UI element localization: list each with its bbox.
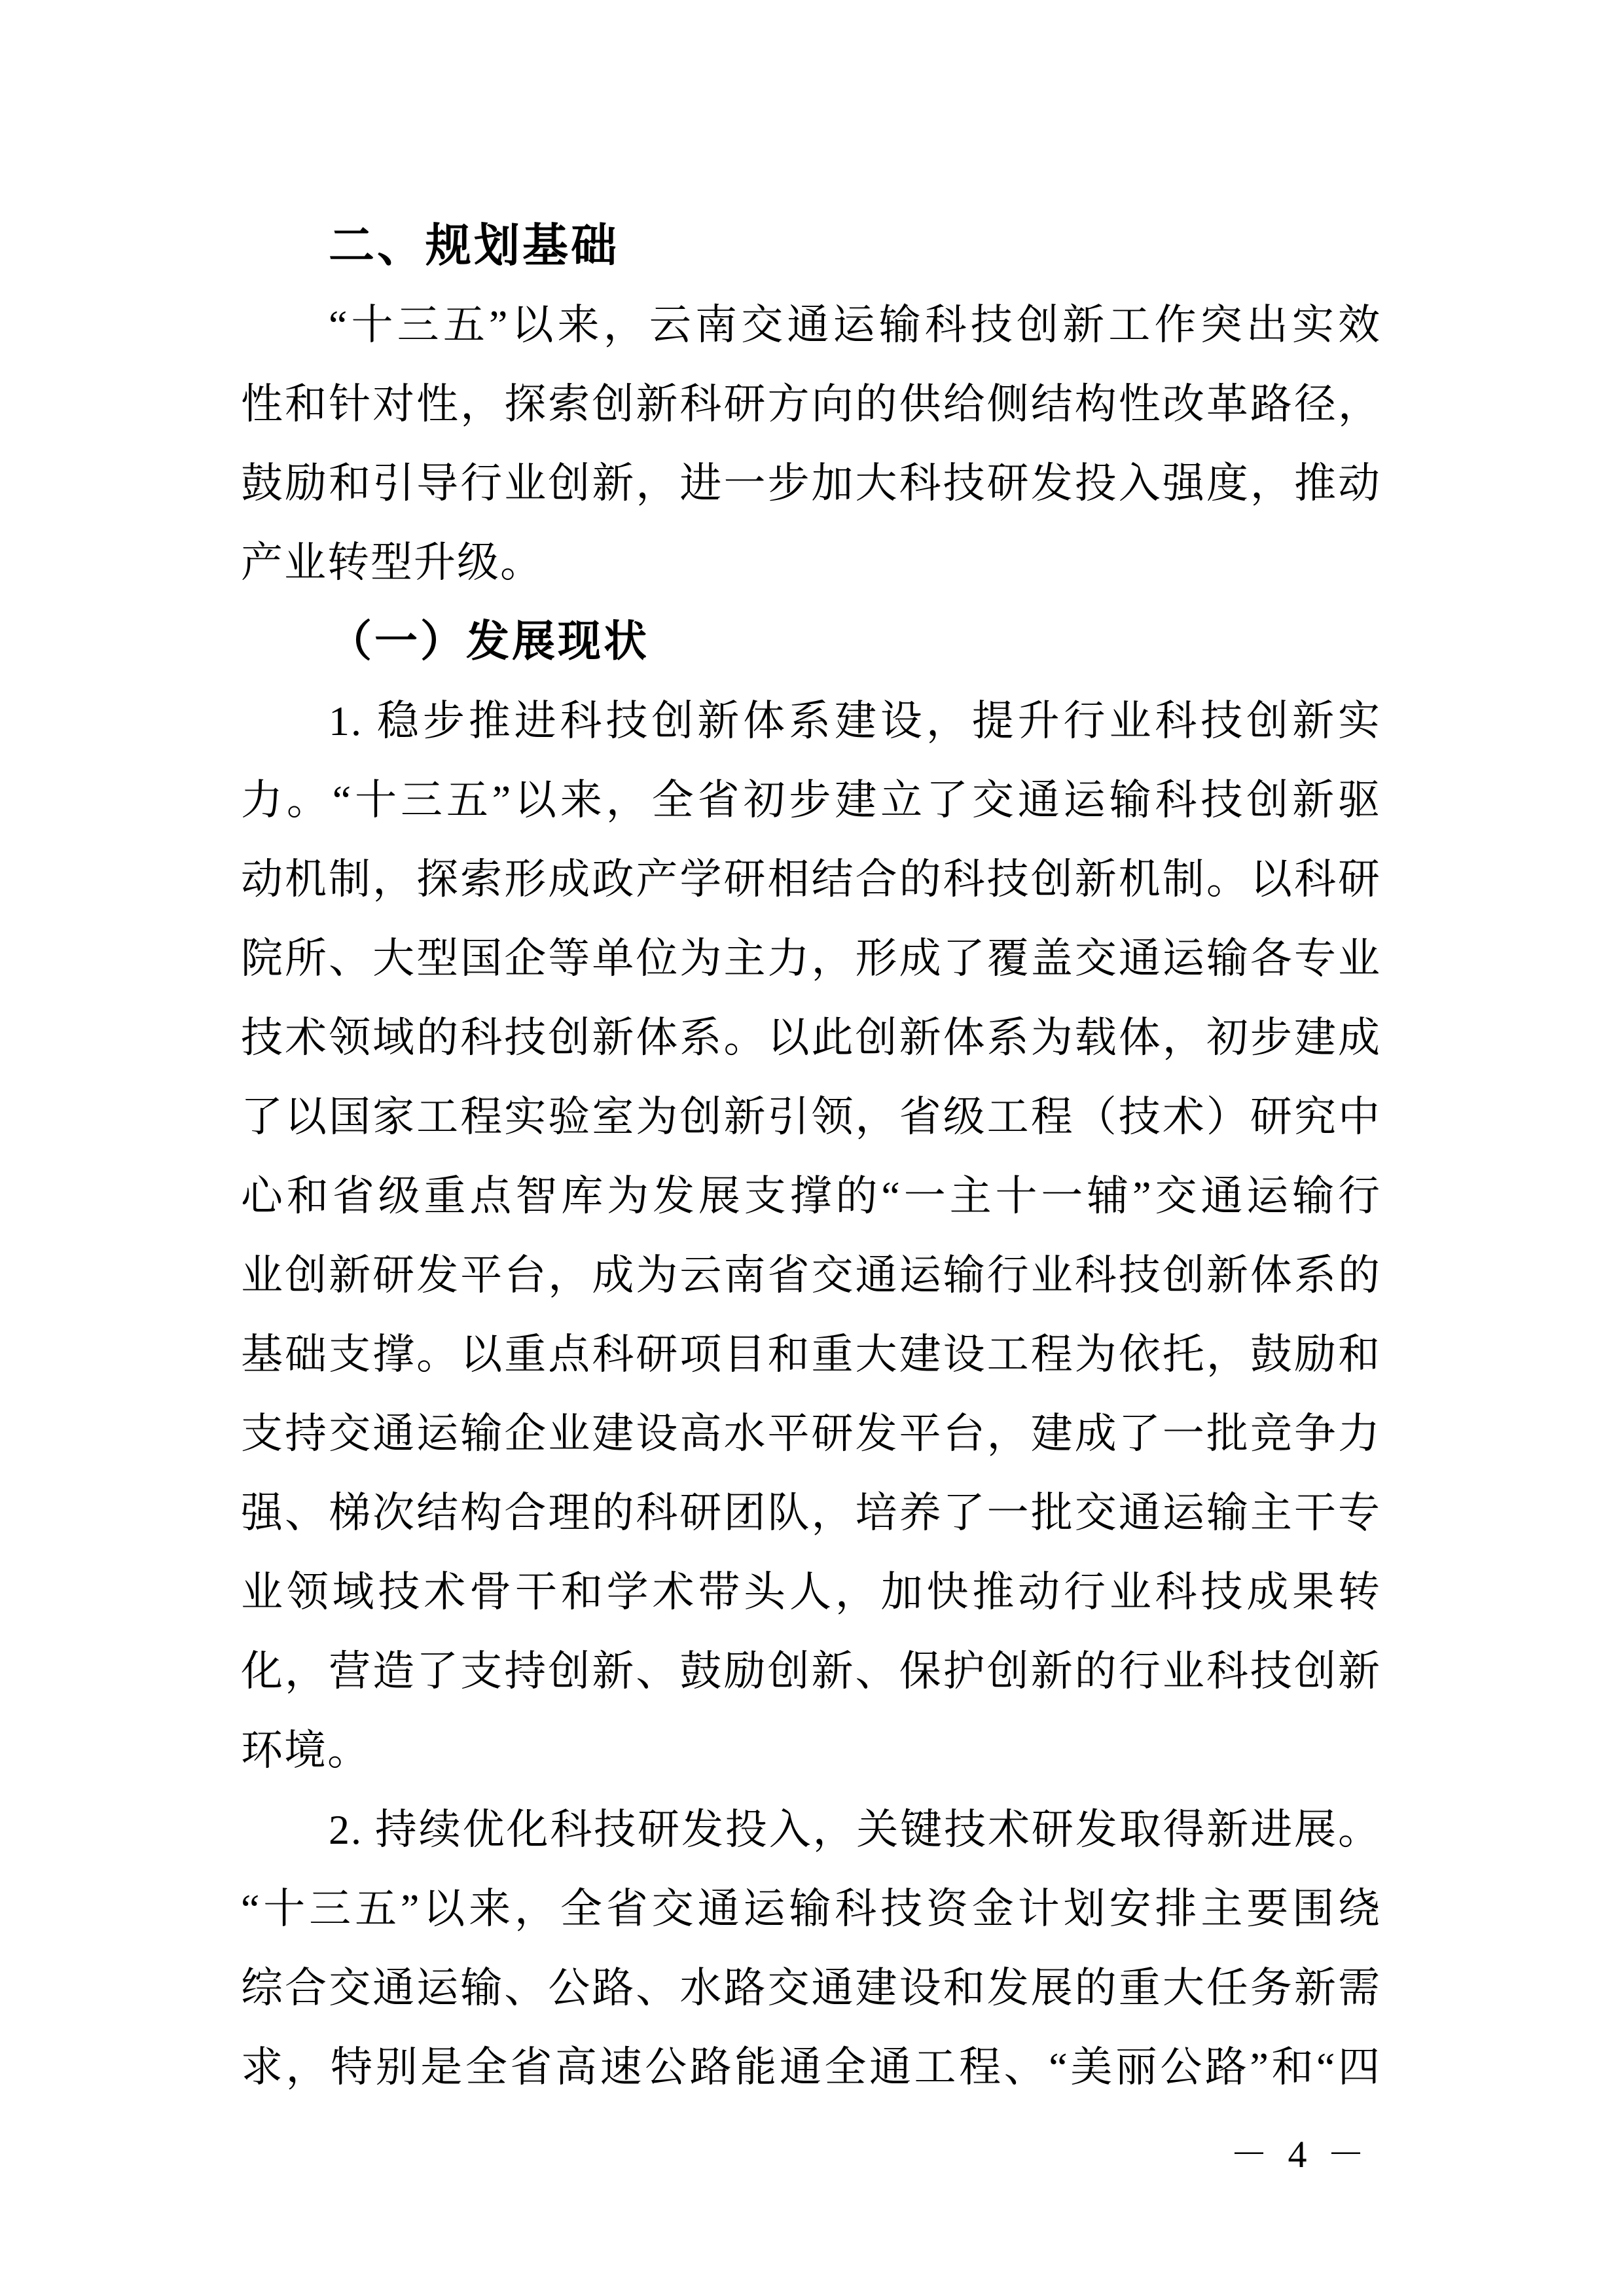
- content-column: [241, 206, 1381, 2107]
- body-line: 性和针对性，探索创新科研方向的供给侧结构性改革路径，: [241, 381, 1381, 427]
- body-line: 技术领域的科技创新体系。以此创新体系为载体，初步建成: [241, 1014, 1381, 1061]
- subsection-heading: （一）发展现状: [329, 618, 649, 666]
- section-heading: 二、规划基础: [329, 219, 619, 272]
- body-line: 动机制，探索形成政产学研相结合的科技创新机制。以科研: [241, 856, 1381, 903]
- body-line: 化，营造了支持创新、鼓励创新、保护创新的行业科技创新: [241, 1648, 1381, 1695]
- body-line: 业领域技术骨干和学术带头人，加快推动行业科技成果转: [241, 1569, 1381, 1615]
- body-line: “十三五”以来，云南交通运输科技创新工作突出实效: [329, 302, 1381, 348]
- body-line: 环境。: [241, 1727, 370, 1774]
- body-line: 心和省级重点智库为发展支撑的“一主十一辅”交通运输行: [241, 1173, 1381, 1219]
- body-line: 院所、大型国企等单位为主力，形成了覆盖交通运输各专业: [241, 935, 1381, 982]
- body-line: 业创新研发平台，成为云南省交通运输行业科技创新体系的: [241, 1252, 1381, 1299]
- body-line: 支持交通运输企业建设高水平研发平台，建成了一批竞争力: [241, 1410, 1381, 1457]
- body-line: 基础支撑。以重点科研项目和重大建设工程为依托，鼓励和: [241, 1331, 1381, 1378]
- body-line: 2. 持续优化科技研发投入，关键技术研发取得新进展。: [329, 1806, 1381, 1853]
- body-line: 求，特别是全省高速公路能通全通工程、“美丽公路”和“四: [241, 2044, 1381, 2090]
- body-line: 强、梯次结构合理的科研团队，培养了一批交通运输主干专: [241, 1490, 1381, 1536]
- body-line: 了以国家工程实验室为创新引领，省级工程（技术）研究中: [241, 1094, 1381, 1140]
- body-line: 综合交通运输、公路、水路交通建设和发展的重大任务新需: [241, 1965, 1381, 2011]
- body-line: 1. 稳步推进科技创新体系建设，提升行业科技创新实: [329, 698, 1381, 744]
- body-line: 力。“十三五”以来，全省初步建立了交通运输科技创新驱: [241, 777, 1381, 823]
- body-line: 鼓励和引导行业创新，进一步加大科技研发投入强度，推动: [241, 460, 1381, 507]
- body-line: 产业转型升级。: [241, 539, 543, 586]
- page-number: － 4 －: [1229, 2133, 1370, 2176]
- body-line: “十三五”以来，全省交通运输科技资金计划安排主要围绕: [241, 1886, 1381, 1932]
